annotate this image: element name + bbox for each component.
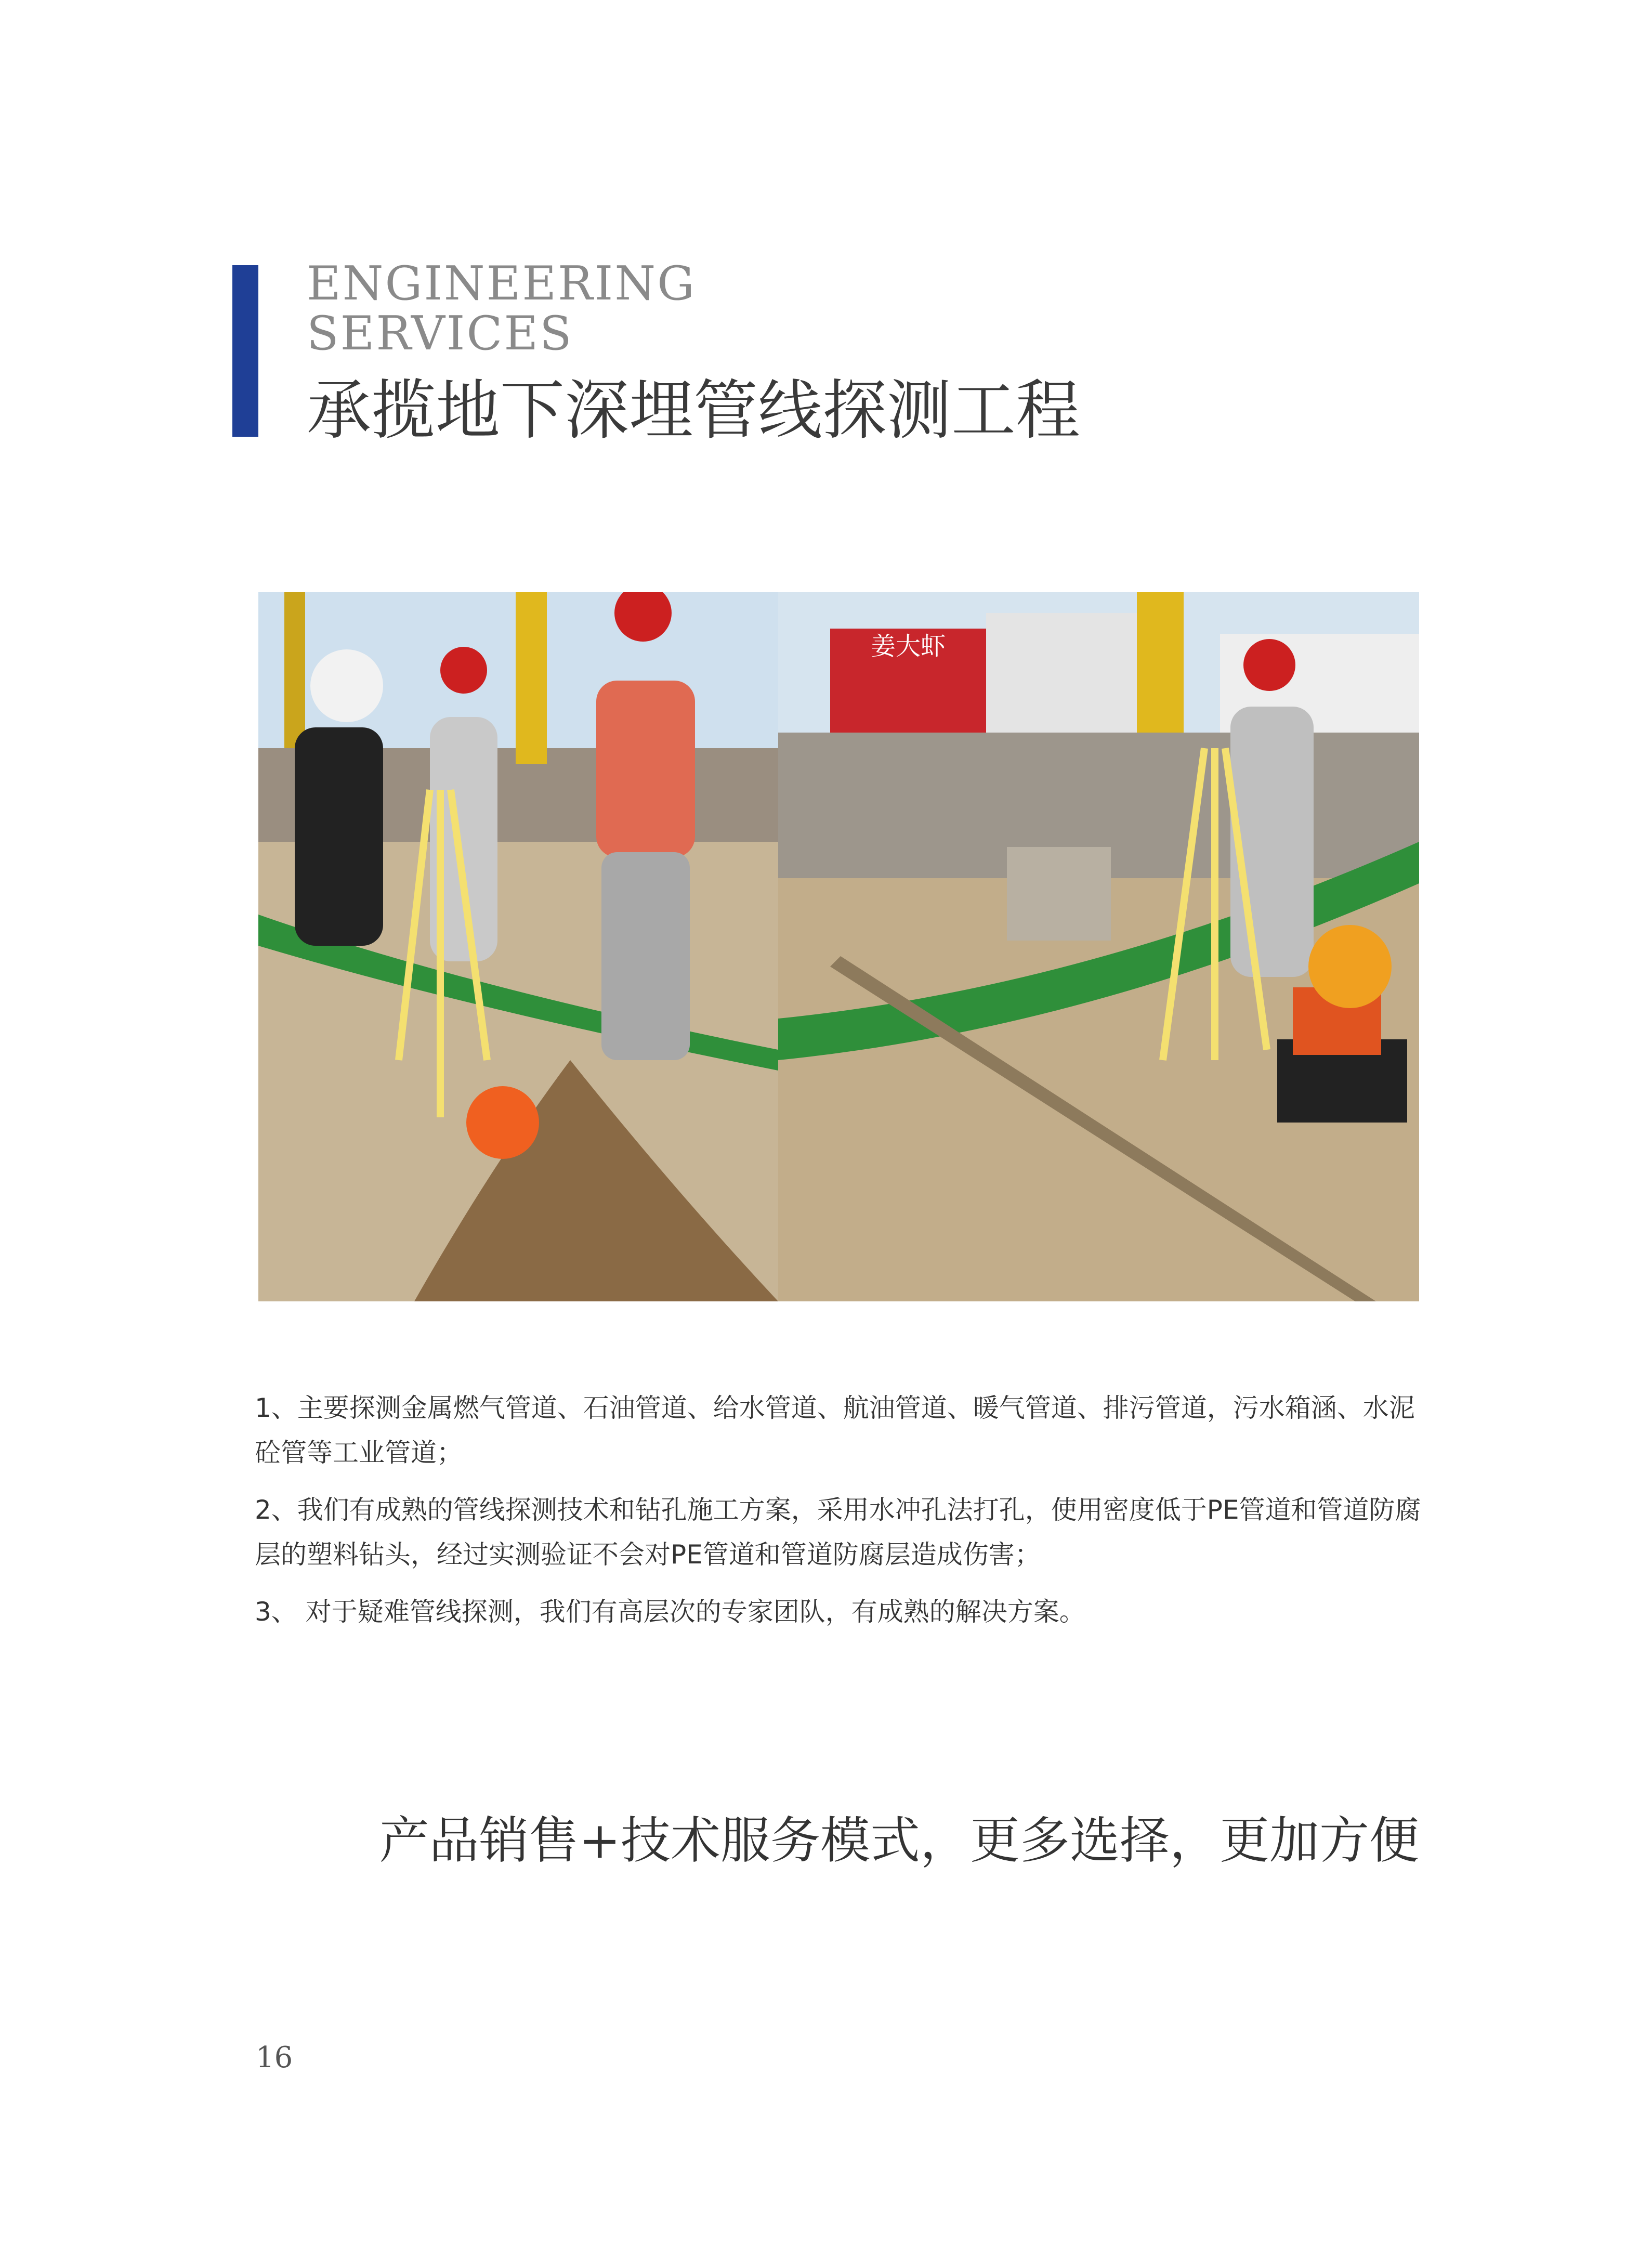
- page-title: 承揽地下深埋管线探测工程: [307, 373, 1081, 448]
- list-item: 1、主要探测金属燃气管道、石油管道、给水管道、航油管道、暖气管道、排污管道，污水箱涵、水泥砼管等工业管道；: [255, 1393, 1415, 1468]
- slogan: 产品销售+技术服务模式，更多选择，更加方便: [379, 1811, 1419, 1870]
- list-item: 3、 对于疑难管线探测，我们有高层次的专家团队，有成熟的解决方案。: [255, 1597, 1085, 1627]
- body-text: [255, 1386, 1424, 1647]
- shop-sign-text: 姜大虾: [870, 632, 946, 661]
- field-survey-photo: [258, 592, 1419, 1301]
- kicker-line-1: ENGINEERING: [307, 256, 697, 311]
- accent-bar: [232, 265, 258, 437]
- kicker-line-2: SERVICES: [307, 306, 573, 361]
- section-kicker: [307, 256, 697, 361]
- list-item: 2、我们有成熟的管线探测技术和钻孔施工方案，采用水冲孔法打孔，使用密度低于PE管道和管道防腐层的塑料钻头，经过实测验证不会对PE管道和管道防腐层造成伤害；: [255, 1495, 1421, 1570]
- page-number: 16: [256, 2041, 293, 2075]
